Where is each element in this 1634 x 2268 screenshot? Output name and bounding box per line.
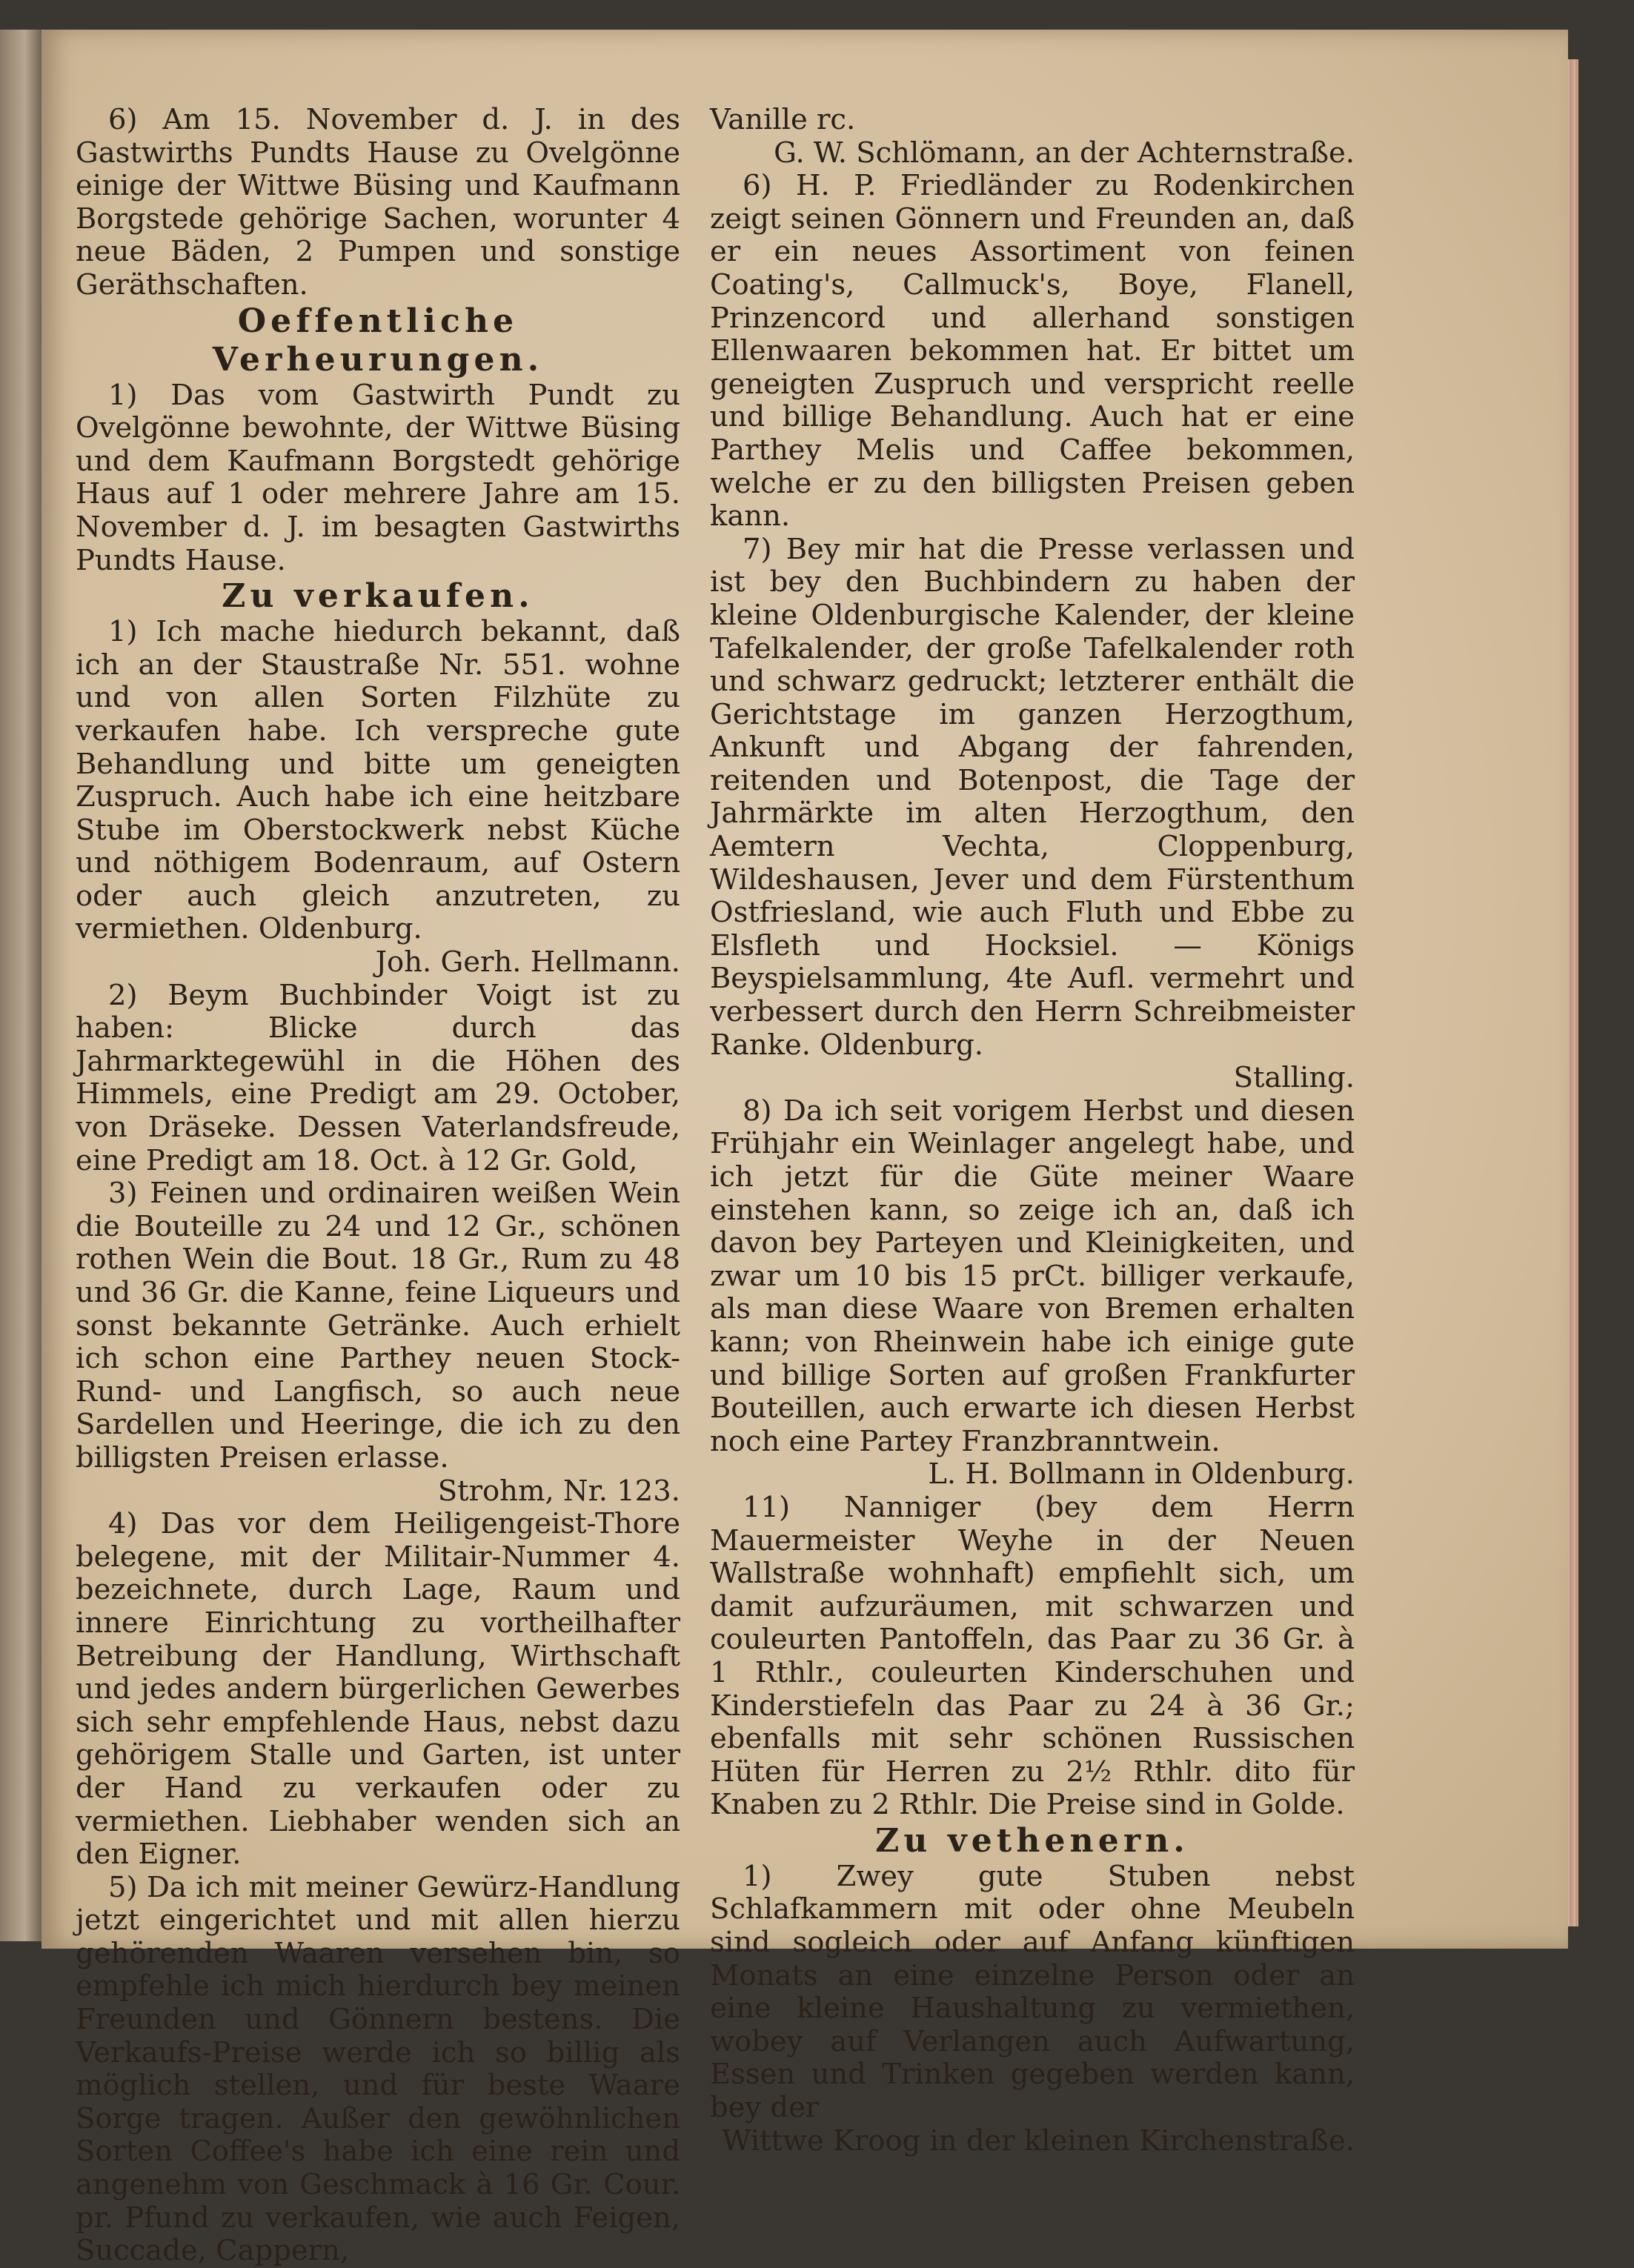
notice-text: 1) Das vom Gastwirth Pundt zu Ovelgönne bewohnte, der Wittwe Büsing und dem Kaufmann Borgstedt gehörige Haus auf 1 oder mehrere Jahre am 15. November d. J. im besagten Gastwirths Pundts Hause. [76, 378, 680, 577]
notice-signature: L. H. Bollmann in Oldenburg. [928, 1457, 1355, 1492]
notice-text: 7) Bey mir hat die Presse verlassen und ist bey den Buchbindern zu haben der kleine Oldenburgische Kalender, der kleine Tafelkalender, der große Tafelkalender roth und schwarz gedruckt; letzterer enthält die Gerichtstage im ganzen Herzogthum, Ankunft und Abgang der fahrenden, reitenden und Botenpost, die Tage der Jahrmärkte im alten Herzogthum, den Aemtern Vechta, Cloppenburg, Wildeshausen, Jever und dem Fürstenthum Ostfriesland, wie auch Fluth und Ebbe zu Elsfleth und Hocksiel. — Königs Beyspielsammlung, 4te Aufl. vermehrt und verbessert durch den Herrn Schreibmeister Ranke. Oldenburg. [710, 532, 1355, 1062]
notice-text: 6) H. P. Friedländer zu Rodenkirchen zeigt seinen Gönnern und Freunden an, daß er ein neues Assortiment von feinen Coating's, Callmuck's, Boye, Flanell, Prinzencord und allerhand sonstigen Ellenwaaren bekommen hat. Er bittet um geneigten Zuspruch und verspricht reelle und billige Behandlung. Auch hat er eine Parthey Melis und Caffee bekommen, welche er zu den billigsten Preisen geben kann. [710, 169, 1355, 533]
section-heading: Zu verkaufen. [222, 577, 534, 616]
section-heading: Oeffentliche Verheurungen. [212, 302, 544, 379]
previous-page-edge [0, 30, 41, 1941]
notice-text: 1) Zwey gute Stuben nebst Schlafkammern mit oder ohne Meubeln sind sogleich oder auf Anfang künftigen Monats an eine einzelne Person oder an eine kleine Haushaltung zu vermiethen, wobey auf Verlangen auch Aufwartung, Essen und Trinken gegeben werden kann, bey der [710, 1859, 1355, 2125]
notice-text: 8) Da ich seit vorigem Herbst und diesen Frühjahr ein Weinlager angelegt habe, und ich jetzt für die Güte meiner Waare einstehen kann, so zeige ich an, daß ich davon bey Parteyen und Kleinigkeiten, und zwar um 10 bis 15 prCt. billiger verkaufe, als man diese Waare von Bremen erhalten kann; von Rheinwein habe ich einige gute und billige Sorten auf großen Frankfurter Bouteillen, auch erwarte ich diesen Herbst noch eine Partey Franzbranntwein. [710, 1094, 1355, 1458]
notice-text: 3) Feinen und ordinairen weißen Wein die Bouteille zu 24 und 12 Gr., schönen rothen Wein die Bout. 18 Gr., Rum zu 48 und 36 Gr. die Kanne, feine Liqueurs und sonst bekannte Getränke. Auch erhielt ich schon eine Parthey neuen Stock-Rund- und Langfisch, so auch neue Sardellen und Heeringe, die ich zu den billigsten Preisen erlasse. [76, 1177, 680, 1474]
notice-text: 4) Das vor dem Heiligengeist-Thore belegene, mit der Militair-Nummer 4. bezeichnete, durch Lage, Raum und innere Einrichtung zu vortheilhafter Betreibung der Handlung, Wirthschaft und jedes andern bürgerlichen Gewerbes sich sehr empfehlende Haus, nebst dazu gehörigem Stalle und Garten, ist unter der Hand zu verkaufen oder zu vermiethen. Liebhaber wenden sich an den Eigner. [76, 1507, 680, 1872]
notice-text: 5) Da ich mit meiner Gewürz-Handlung jetzt eingerichtet und mit allen hierzu gehörenden Waaren versehen bin, so empfehle ich mich hierdurch bey meinen Freunden und Gönnern bestens. Die Verkaufs-Preise werde ich so billig als möglich stellen, und für beste Waare Sorge tragen. Außer den gewöhnlichen Sorten Coffee's habe ich eine rein und angenehm von Geschmack à 16 Gr. Cour. pr. Pfund zu verkaufen, wie auch Feigen, Succade, Cappern, [76, 1870, 680, 2268]
right-column [710, 104, 1355, 2158]
notice-text: 6) Am 15. November d. J. in des Gastwirths Pundts Hause zu Ovelgönne einige der Wittwe Büsing und Kaufmann Borgstede gehörige Sachen, worunter 4 neue Bäden, 2 Pumpen und sonstige Geräthschaften. [76, 103, 680, 302]
notice-text: Vanille rc. [710, 103, 856, 136]
notice-signature: Wittwe Kroog in der kleinen Kirchenstraße. [721, 2124, 1355, 2158]
section-heading: Zu vethenern. [875, 1821, 1189, 1860]
notice-text: 11) Nanniger (bey dem Herrn Mauermeister Weyhe in der Neuen Wallstraße wohnhaft) empfiehlt sich, um damit aufzuräumen, mit schwarzen und couleurten Pantoffeln, das Paar zu 36 Gr. à 1 Rthlr., couleurten Kinderschuhen und Kinderstiefeln das Paar zu 24 à 36 Gr.; ebenfalls mit sehr schönen Russischen Hüten für Herren zu 2½ Rthlr. dito für Knaben zu 2 Rthlr. Die Preise sind in Golde. [710, 1490, 1355, 1822]
notice-signature: Strohm, Nr. 123. [437, 1474, 680, 1508]
notice-signature: Stalling. [1233, 1061, 1355, 1095]
left-column [76, 104, 680, 2268]
notice-text: 1) Ich mache hiedurch bekannt, daß ich an der Staustraße Nr. 551. wohne und von allen Sorten Filzhüte zu verkaufen habe. Ich verspreche gute Behandlung und bitte um geneigten Zuspruch. Auch habe ich eine heitzbare Stube im Oberstockwerk nebst Küche und nöthigem Bodenraum, auf Ostern oder auch gleich anzutreten, zu vermiethen. Oldenburg. [76, 615, 680, 946]
notice-text: 2) Beym Buchbinder Voigt ist zu haben: Blicke durch das Jahrmarktegewühl in die Höhen des Himmels, eine Predigt am 29. October, von Dräseke. Dessen Vaterlandsfreude, eine Predigt am 18. Oct. à 12 Gr. Gold, [76, 978, 680, 1177]
notice-signature: Joh. Gerh. Hellmann. [375, 945, 680, 980]
notice-signature: G. W. Schlömann, an der Achternstraße. [774, 136, 1355, 170]
